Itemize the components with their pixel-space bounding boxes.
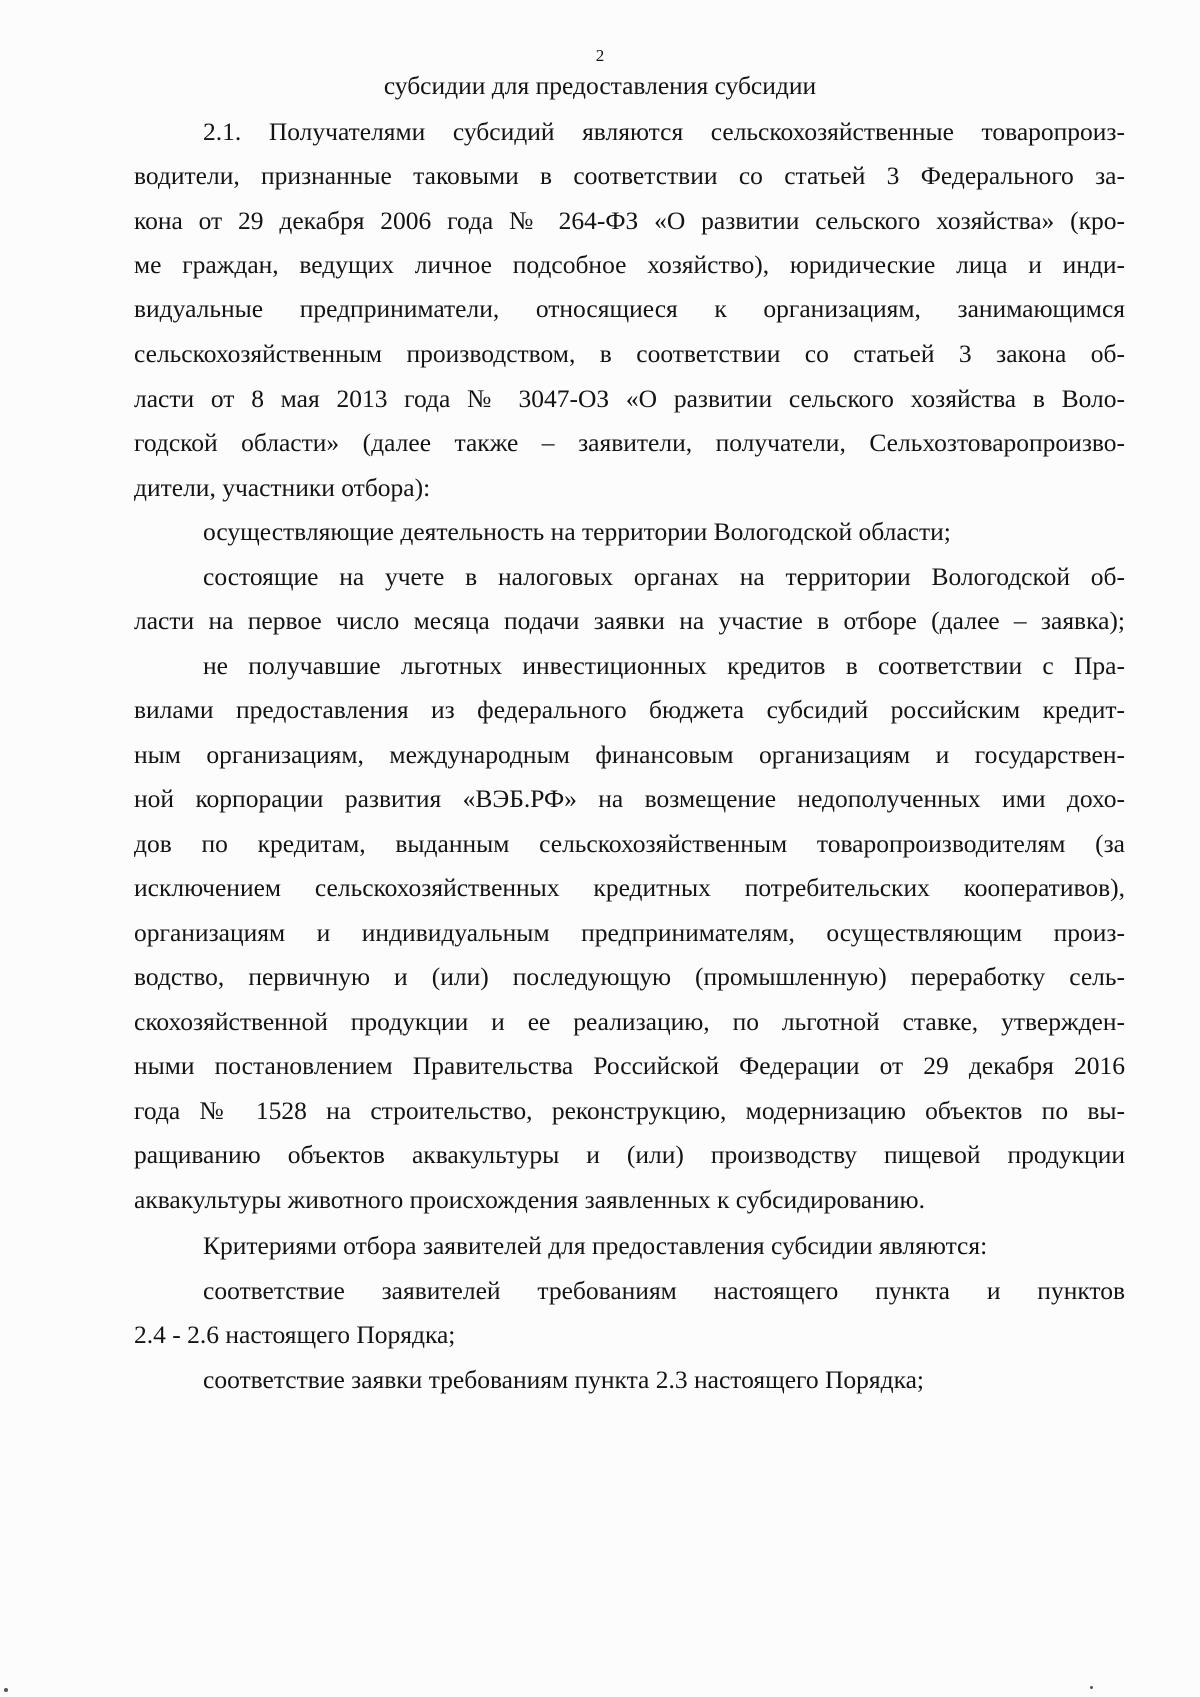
paragraph-line: дов по кредитам, выданным сельскохозяйственным товаропроизводителям (за <box>134 829 1125 858</box>
paragraph-line: водители, признанные таковыми в соответствии со статьей 3 Федерального за- <box>134 161 1125 190</box>
scan-speck <box>1090 1686 1093 1689</box>
paragraph-line: организациям и индивидуальным предпринимателям, осуществляющим произ- <box>134 918 1125 947</box>
paragraph-line: ной корпорации развития «ВЭБ.РФ» на возмещение недополученных ими дохо- <box>134 784 1125 813</box>
paragraph-line: 2.1. Получателями субсидий являются сельскохозяйственные товаропроиз- <box>203 117 1125 146</box>
paragraph-line: не получавшие льготных инвестиционных кредитов в соответствии с Пра- <box>203 651 1125 680</box>
continued-heading-line: субсидии для предоставления субсидии <box>383 71 817 100</box>
paragraph-line: ме граждан, ведущих личное подсобное хозяйство), юридические лица и инди- <box>134 250 1125 279</box>
paragraph-line: исключением сельскохозяйственных кредитных потребительских кооперативов), <box>134 873 1125 902</box>
paragraph-line: аквакультуры животного происхождения заявленных к субсидированию. <box>134 1185 925 1214</box>
paragraph-line: ласти на первое число месяца подачи заявки на участие в отборе (далее – заявка); <box>134 606 1125 635</box>
paragraph-line: скохозяйственной продукции и ее реализацию, по льготной ставке, утвержден- <box>134 1007 1125 1036</box>
paragraph-line: 2.4 - 2.6 настоящего Порядка; <box>134 1320 456 1349</box>
paragraph-line: Критериями отбора заявителей для предоставления субсидии являются: <box>203 1231 988 1260</box>
paragraph-line: сельскохозяйственным производством, в соответствии со статьей 3 закона об- <box>134 339 1125 368</box>
paragraph-line: годской области» (далее также – заявители, получатели, Сельхозтоваропроизво- <box>134 428 1125 457</box>
paragraph-line: осуществляющие деятельность на территории Вологодской области; <box>203 517 951 546</box>
paragraph-line: видуальные предприниматели, относящиеся к организациям, занимающимся <box>134 294 1125 323</box>
paragraph-line: вилами предоставления из федерального бюджета субсидий российским кредит- <box>134 695 1125 724</box>
paragraph-line: кона от 29 декабря 2006 года № 264-ФЗ «О развитии сельского хозяйства» (кро- <box>134 206 1125 235</box>
paragraph-line: состоящие на учете в налоговых органах на территории Вологодской об- <box>203 562 1125 591</box>
paragraph-line: ласти от 8 мая 2013 года № 3047-ОЗ «О развитии сельского хозяйства в Воло- <box>134 384 1125 413</box>
paragraph-line: соответствие заявки требованиям пункта 2.3 настоящего Порядка; <box>203 1365 925 1394</box>
paragraph-line: года № 1528 на строительство, реконструкцию, модернизацию объектов по вы- <box>134 1096 1125 1125</box>
paragraph-line: ным организациям, международным финансовым организациям и государствен- <box>134 740 1125 769</box>
paragraph-line: ращиванию объектов аквакультуры и (или) производству пищевой продукции <box>134 1140 1125 1169</box>
paragraph-line: соответствие заявителей требованиям настоящего пункта и пунктов <box>203 1276 1125 1305</box>
paragraph-line: дители, участники отбора): <box>134 473 431 502</box>
paragraph-line: водство, первичную и (или) последующую (промышленную) переработку сель- <box>134 962 1125 991</box>
scan-speck <box>4 1688 8 1692</box>
page-number: 2 <box>595 46 605 65</box>
paragraph-line: ными постановлением Правительства Российской Федерации от 29 декабря 2016 <box>134 1051 1125 1080</box>
